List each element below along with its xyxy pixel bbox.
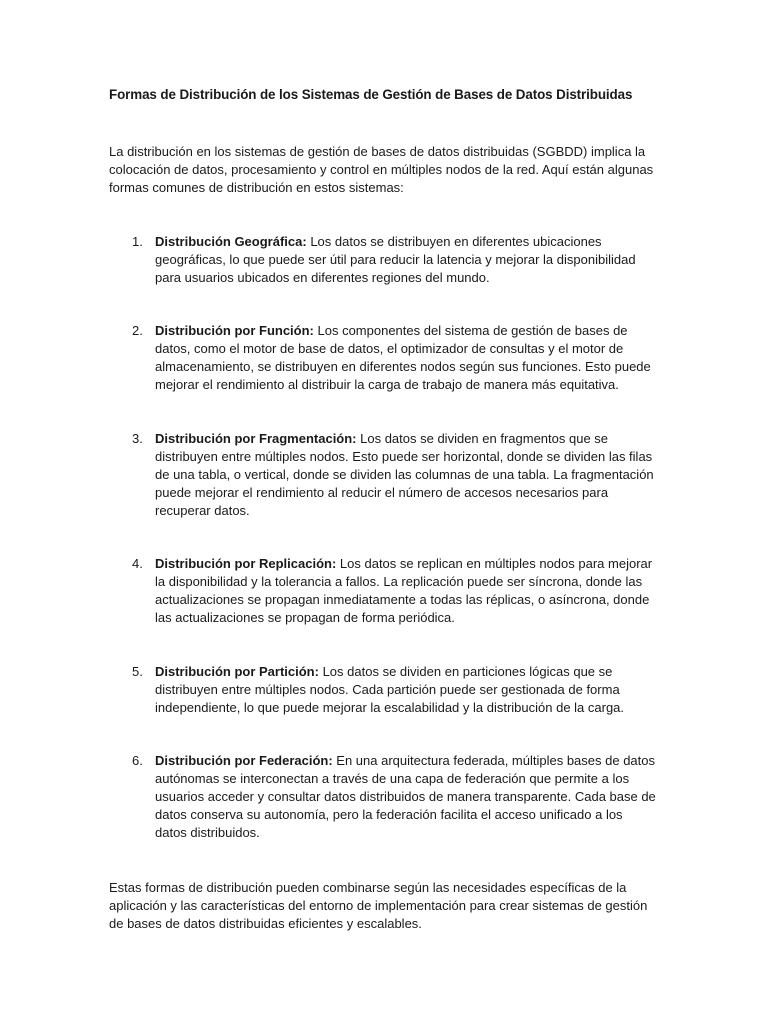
list-item-number: 5. bbox=[132, 664, 143, 679]
closing-paragraph: Estas formas de distribución pueden combinarse según las necesidades específicas de la aplicación y las características del entorno de implementación para crear sistemas de gestión de bases de datos distribuidas eficientes y escalables. bbox=[109, 880, 648, 931]
list-item bbox=[109, 663, 657, 717]
list-item-text: Los datos se distribuyen en diferentes ubicaciones geográficas, lo que puede ser útil para reducir la latencia y mejorar la disponibilidad para usuarios ubicados en diferentes regiones del mundo. bbox=[155, 234, 636, 285]
list-item-term: Distribución por Función: bbox=[155, 323, 314, 338]
list-item-term: Distribución por Federación: bbox=[155, 753, 333, 768]
list-item-number: 6. bbox=[132, 753, 143, 768]
list-item-number: 2. bbox=[132, 323, 143, 338]
list-item-term: Distribución por Fragmentación: bbox=[155, 431, 357, 446]
list-item bbox=[109, 322, 657, 394]
intro-paragraph: La distribución en los sistemas de gestión de bases de datos distribuidas (SGBDD) implica la colocación de datos, procesamiento y control en múltiples nodos de la red. Aquí están algunas formas comunes de distribución en estos sistemas: bbox=[109, 144, 654, 195]
list-item-content bbox=[155, 430, 657, 520]
list-item-content bbox=[155, 322, 657, 394]
list-item-text: En una arquitectura federada, múltiples bases de datos autónomas se interconectan a través de una capa de federación que permite a los usuarios acceder y consultar datos distribuidos de manera transparente. Cada base de datos conserva su autonomía, pero la federación facilita el acceso unificado a los datos distribuidos. bbox=[155, 753, 656, 840]
list-item-text: Los datos se dividen en fragmentos que se distribuyen entre múltiples nodos. Esto puede ser horizontal, donde se dividen las filas de una tabla, o vertical, donde se dividen las columnas de una tabla. La fragmentación puede mejorar el rendimiento al reducir el número de accesos necesarios para recuperar datos. bbox=[155, 431, 654, 518]
list-item-term: Distribución Geográfica: bbox=[155, 234, 307, 249]
list-item-term: Distribución por Replicación: bbox=[155, 556, 337, 571]
list-item-text: Los datos se replican en múltiples nodos para mejorar la disponibilidad y la tolerancia a fallos. La replicación puede ser síncrona, donde las actualizaciones se propagan inmediatamente a todas las réplicas, o asíncrona, donde las actualizaciones se propagan de forma periódica. bbox=[155, 556, 653, 625]
list-item-text: Los datos se dividen en particiones lógicas que se distribuyen entre múltiples nodos. Cada partición puede ser gestionada de forma independiente, lo que puede mejorar la escalabilidad y la distribución de la carga. bbox=[155, 664, 625, 715]
list-item-number: 3. bbox=[132, 431, 143, 446]
list-item-content bbox=[155, 663, 657, 717]
document-title: Formas de Distribución de los Sistemas de Gestión de Bases de Datos Distribuidas bbox=[109, 87, 633, 102]
list-item-content bbox=[155, 555, 657, 627]
list-item bbox=[109, 555, 657, 627]
list-item-number: 4. bbox=[132, 556, 143, 571]
list-item-number: 1. bbox=[132, 234, 143, 249]
list-item bbox=[109, 752, 657, 842]
list-item-content bbox=[155, 233, 657, 287]
list-item-text: Los componentes del sistema de gestión de bases de datos, como el motor de base de datos, el optimizador de consultas y el motor de almacenamiento, se distribuyen en diferentes nodos según sus funciones. Esto puede mejorar el rendimiento al distribuir la carga de trabajo de manera más equitativa. bbox=[155, 323, 651, 392]
list-item-term: Distribución por Partición: bbox=[155, 664, 319, 679]
list-item-content bbox=[155, 752, 657, 842]
list-item bbox=[109, 233, 657, 287]
list-item bbox=[109, 430, 657, 520]
